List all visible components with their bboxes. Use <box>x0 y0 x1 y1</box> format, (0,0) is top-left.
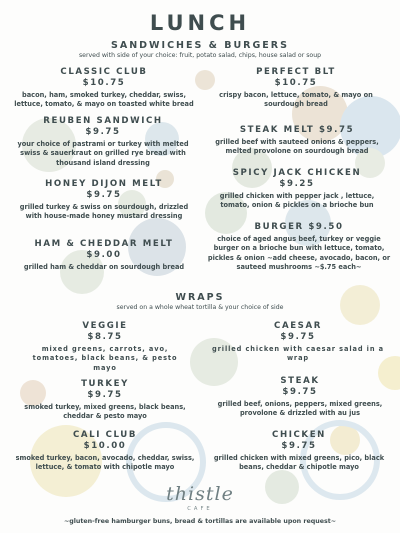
item-price: $9.75 <box>281 441 317 451</box>
item-name: SPICY JACK CHICKEN <box>232 168 362 178</box>
item-name: STEAK MELT $9.75 <box>239 125 355 135</box>
item-price: $10.75 <box>82 78 126 88</box>
menu-item-cali-club-wrap <box>10 430 200 473</box>
section-subheading-sandwiches: served with side of your choice: fruit, potato salad, chips, house salad or soup <box>78 52 322 59</box>
menu-item-turkey-wrap <box>20 379 190 422</box>
gluten-free-note: ~gluten-free hamburger buns, bread & tortillas are available upon request~ <box>63 518 337 525</box>
item-name: CAESAR <box>274 321 322 331</box>
menu-item-honey-dijon-melt <box>12 179 196 222</box>
item-description: grilled beef with sauteed onions & peppers, melted provolone on sourdough bread <box>215 138 379 156</box>
menu-item-ham-cheddar-melt <box>12 239 196 272</box>
menu-item-perfect-blt <box>206 67 386 110</box>
item-description: grilled turkey & swiss on sourdough, drizzled with house-made honey mustard dressing <box>19 203 189 221</box>
item-price: $10.00 <box>83 441 127 451</box>
menu-item-steak-melt <box>204 125 390 157</box>
item-name: HAM & CHEDDAR MELT <box>34 239 174 249</box>
item-name: TURKEY <box>81 379 129 389</box>
item-description: crispy bacon, lettuce, tomato, & mayo on sourdough bread <box>219 91 373 109</box>
item-price: $9.00 <box>86 250 122 260</box>
item-name: VEGGIE <box>82 321 128 331</box>
item-name: BURGER $9.50 <box>254 222 344 232</box>
item-description: mixed greens, carrots, avo, tomatoes, black beans, & pesto mayo <box>32 345 178 372</box>
menu-item-steak-wrap <box>206 376 394 419</box>
logo-subtext: CAFE <box>187 506 213 512</box>
menu-item-chicken-wrap <box>204 430 394 473</box>
item-name: CLASSIC CLUB <box>60 67 148 77</box>
item-price: $9.75 <box>86 190 122 200</box>
item-name: HONEY DIJON MELT <box>45 179 163 189</box>
item-price: $9.75 <box>85 127 121 137</box>
item-description: choice of aged angus beef, turkey or veggie burger on a brioche bun with lettuce, tomato, pickles & onion ~add cheese, avocado, bacon, or sauteed mushrooms ~$.75 each~ <box>207 235 391 272</box>
menu-item-caesar-wrap <box>212 321 384 364</box>
menu-item-burger <box>204 222 394 273</box>
item-price: $8.75 <box>87 332 123 342</box>
thistle-cafe-logo: thistle <box>166 483 234 505</box>
item-description: grilled ham & cheddar on sourdough bread <box>23 263 185 271</box>
item-price: $9.75 <box>87 390 123 400</box>
section-heading-wraps: WRAPS <box>175 292 225 303</box>
item-description: grilled beef, onions, peppers, mixed greens, provolone & drizzled with au jus <box>217 400 383 418</box>
item-description: your choice of pastrami or turkey with melted swiss & sauerkraut on grilled rye bread with thousand island dressing <box>17 140 189 167</box>
menu-item-classic-club <box>14 67 194 110</box>
item-name: CALI CLUB <box>72 430 138 440</box>
menu-item-spicy-jack-chicken <box>204 168 390 211</box>
item-price: $9.75 <box>282 387 318 397</box>
item-price: $9.25 <box>279 179 315 189</box>
item-name: REUBEN SANDWICH <box>43 116 163 126</box>
item-name: PERFECT BLT <box>256 67 336 77</box>
item-description: grilled chicken with caesar salad in a wrap <box>212 345 384 363</box>
menu-item-reuben-sandwich <box>10 116 196 168</box>
item-description: smoked turkey, bacon, avocado, cheddar, swiss, lettuce, & tomato with chipotle mayo <box>15 454 195 472</box>
section-heading-sandwiches: SANDWICHES & BURGERS <box>111 40 289 51</box>
item-name: STEAK <box>280 376 320 386</box>
item-description: grilled chicken with pepper jack , lettuce, tomato, onion & pickles on a brioche bun <box>219 192 375 210</box>
item-price: $10.75 <box>274 78 318 88</box>
item-name: CHICKEN <box>272 430 326 440</box>
item-description: grilled chicken with mixed greens, pico, black beans, cheddar & chipotle mayo <box>213 454 385 472</box>
item-price: $9.75 <box>280 332 316 342</box>
page-title: LUNCH <box>149 11 251 35</box>
menu-item-veggie-wrap <box>20 321 190 373</box>
section-subheading-wraps: served on a whole wheat tortilla & your choice of side <box>116 304 284 311</box>
item-description: bacon, ham, smoked turkey, cheddar, swiss, lettuce, tomato, & mayo on toasted white bread <box>14 91 194 109</box>
item-description: smoked turkey, mixed greens, black beans, cheddar & pesto mayo <box>24 403 186 421</box>
